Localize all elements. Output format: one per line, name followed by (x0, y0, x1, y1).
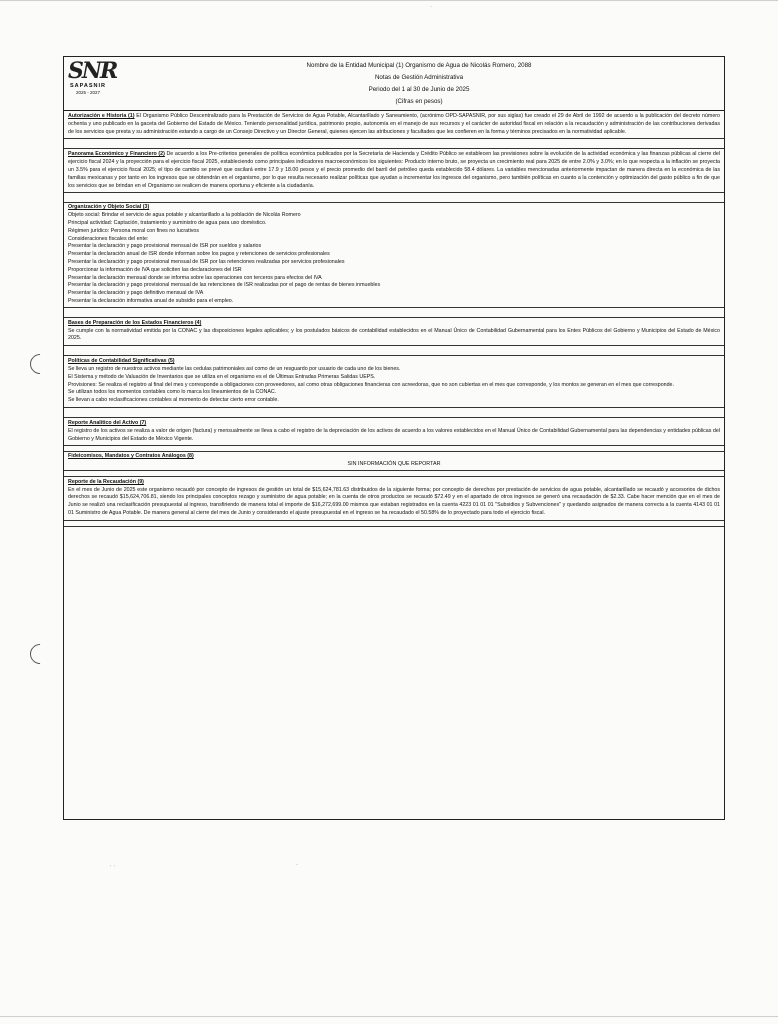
period: Periodo del 1 al 30 de Junio de 2025 (368, 86, 470, 93)
org-line: Régimen jurídico: Persona moral con fines no lucrativos (68, 227, 200, 234)
history-body: El Organismo Público Descentralizado para la Prestación de Servicios de Agua Potable, Alcantarillado y Saneamiento, (acrónimo OPD-SAPASNIR, por sus siglas) fue creado el 29 de Abril de 1992 de acuerdo a la publicación del decreto número ochenta y uno publicado en la gaceta del Gobierno del Estado de México. Teniendo personalidad jurídica, patrimonio propio, autonomía en el manejo de sus recursos y el carácter de autoridad fiscal en relación a la recaudación y administración de las contribuciones derivadas de los servicios que presta y su administración estando a cargo de un Consejo Directivo y un Director General, quienes ejercen las atribuciones y facultades que les confieren en la forma y términos precisados en la normatividad aplicable. (68, 113, 720, 135)
sapasnir-logo (68, 58, 117, 109)
logo-mark: SNR (68, 58, 117, 84)
policies-section (64, 356, 724, 408)
collection-title: Reporte de la Recaudación (9) (68, 478, 144, 485)
scan-edge-top (0, 0, 778, 1)
section-gap (64, 193, 724, 203)
history-section (64, 111, 724, 139)
assets-title: Reporte Analítico del Activo (7) (68, 419, 147, 426)
section-gap (64, 346, 724, 356)
trusts-section (64, 452, 724, 471)
trusts-title: Fideicomisos, Mandatos y Contratos Análogos (8) (68, 453, 194, 460)
assets-section (64, 418, 724, 446)
bases-body: Se cumple con la normatividad emitida por la CONAC y las disposiciones legales aplicables; y los postulados básicos de contabilidad establecidos en el Manual Único de Contabilidad Gubernamental para los Entes Públicos del Gobierno y Municipios del Estado de México 2025. (68, 327, 720, 342)
section-gap (64, 139, 724, 149)
currency-note: (Cifras en pesos) (395, 98, 443, 105)
no-info-note: SIN INFORMACIÓN QUE REPORTAR (347, 461, 441, 468)
org-line: Presentar la declaración y pago provisional mensual de ISR por sueldos y salarios (68, 243, 262, 250)
logo-name: SAPASNIR (69, 83, 106, 89)
policy-line: Se utilizan todos los momentos contables como lo marca los lineamientos de la CONAC. (68, 389, 277, 396)
notes-title: Notas de Gestión Administrativa (374, 74, 464, 81)
bases-section (64, 318, 724, 346)
org-line: Presentar la declaración anual de ISR donde informan sobre los pagos y retenciones de servicios profesionales (68, 251, 330, 258)
collection-section (64, 477, 724, 521)
section-gap (64, 408, 724, 418)
policies-title: Políticas de Contabilidad Significativas (5) (68, 358, 175, 365)
economy-title: Panorama Económico y Financiero (2) (68, 151, 165, 158)
punch-hole-upper (26, 350, 54, 378)
document-page (63, 56, 725, 820)
punch-hole-lower (26, 640, 54, 668)
section-gap (64, 308, 724, 318)
collection-body: En el mes de Junio de 2025 este organismo recaudó por concepto de ingresos de gestión un total de $15,624,781.63 distribuidos de la siguiente forma; por concepto de derechos por prestación de servicios de agua potable, alcantarillado se recaudó y accesorios de dichos derechos se recaudó $15,624,706.81, siendo los principales conceptos rezago y suministro de agua potable; en la cuenta de otros productos se recaudó $72.49 y en el apartado de otros ingresos se generó una recaudación de $2.33. Cabe hacer mención que en el mes de Junio se realizó una reclasificación presupuestal al ingreso, transfiriendo de manera total el importe de $16,272,699.00 mismos que estaban registrados en la cuenta 4223 01 01 01 "Subsidios y Subvenciones" y quedando asignados de manera correcta a la cuenta 4143 01 01 01 Suministro de Agua Potable. De manera general al cierre del mes de Junio y considerando el ajuste presupuestal en el ingreso se ha recaudado el 50.58% de lo proyectado para todo el ejercicio fiscal. (68, 486, 720, 517)
history-title: Autorización e Historia (1) (68, 113, 135, 119)
economy-body: De acuerdo a los Pre-criterios generales de política económica publicados por la Secretaría de Hacienda y Crédito Público se establecen las previsiones sobre la evolución de la actividad económica y las finanzas públicas al cierre del ejercicio fiscal 2024 y la proyección para el ejercicio fiscal 2025, estableciendo como principales indicadores macroeconómicos los siguientes: Producto interno bruto, se proyecta un crecimiento real para 2025 de entre 2.0% y 3.0%; en lo que respecta a la inflación se proyecta un 3.5% para el ejercicio fiscal 2025; el tipo de cambio se prevé que oscilará entre 17.9 y 18.00 pesos y el precio promedio del barril del petróleo queda establecido 58.4 dólares. La variables mencionadas anteriormente impactan de manera directa en la económica de las familias mexicanas y por tanto en los ingresos que se obtendrán en el organismo, por lo que resulta necesario realizar políticas que ayudan a incrementar los ingresos del organismo, pero también políticas en cuanto a la contención y optimización del gasto público a fin de que los servicios que se brindan en el Organismo se realicen de manera oportuna y eficiente a la ciudadanía. (68, 151, 720, 189)
scan-speck: ˙ ˙ (110, 866, 116, 872)
org-line: Presentar la declaración y pago definitivo mensual de IVA (68, 290, 204, 297)
org-line: Presentar la declaración mensual donde se informa sobre las operaciones con terceros para efectos del IVA (68, 274, 322, 281)
org-line: Objeto social: Brindar el servicio de agua potable y alcantarillado a la población de Nicolás Romero (68, 212, 301, 219)
policy-line: Se lleva un registro de nuestros activos mediante las cedulas patrimoniales así como de un resguardo por usuario de cada uno de los bienes. (68, 365, 401, 372)
scan-speck: · (430, 4, 432, 10)
logo-years: 2025 - 2027 (75, 90, 101, 95)
bases-title: Bases de Preparación de los Estados Financieros (4) (68, 319, 202, 326)
assets-body: El registro de los activos se realiza a valor de origen (factura) y mensualmente se lleva a cabo el registro de la depreciación de los activos de acuerdo a los valores establecidos en el Manual Único de Contabilidad Gubernamental para las dependencias y entidades públicas del Gobierno y Municipios del Estado de México Vigente. (68, 427, 720, 442)
entity-name: Nombre de la Entidad Municipal (1) Organismo de Agua de Nicolás Romero, 2088 (306, 62, 532, 69)
org-line: Proporcionar la información de IVA que soliciten las declaraciones del ISR (68, 266, 242, 273)
org-line: Principal actividad: Captación, tratamiento y suministro de agua para uso doméstico. (68, 219, 267, 226)
org-line: Presentar la declaración informativa anual de subsidio para el empleo. (68, 297, 234, 304)
policy-line: Se llevan a cabo reclasificaciones contables al momento de detectar cierto error contable. (68, 397, 279, 404)
scan-speck: · (296, 862, 298, 868)
document-header (64, 57, 724, 111)
policy-line: Provisiones: Se realiza el registro al final del mes y corresponde a obligaciones con proveedores, así como otras obligaciones financieras con acreedoras, que no son cubiertas en el mes que corresponde, y los montos se generan en el mes que corresponde. (68, 381, 674, 388)
scan-edge-bottom (0, 1016, 778, 1017)
org-line: Presentar la declaración y pago provisional mensual de ISR por las retenciones realizadas por servicios profesionales (68, 258, 345, 265)
organization-title: Organización y Objeto Social (3) (68, 204, 150, 211)
org-line: Consideraciones fiscales del ente: (68, 235, 149, 242)
header-text (124, 60, 714, 108)
policy-line: El Sistema y método de Valuación de Inventarios que se utiliza en el organismo es el de Últimas Entradas Primeras Salidas UEPS. (68, 373, 376, 380)
section-gap (64, 521, 724, 527)
org-line: Presentar la declaración y pago provisional mensual de las retenciones de ISR realizadas por el pago de rentas de bienes inmuebles (68, 282, 381, 289)
economy-section (64, 149, 724, 193)
organization-section (64, 203, 724, 307)
